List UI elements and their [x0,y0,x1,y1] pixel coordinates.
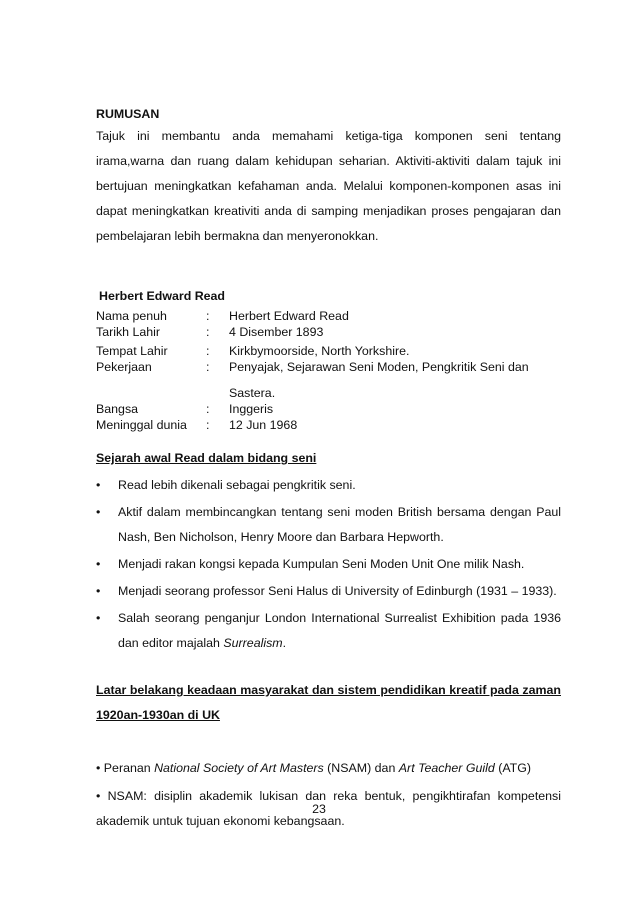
list-item-text [118,611,561,650]
bio-row [96,324,561,340]
bio-value: 12 Jun 1968 [229,418,298,432]
bullet-icon: • [96,557,101,571]
atg-name: Art Teacher Guild [398,761,495,775]
heading-rumusan: RUMUSAN [96,107,160,121]
list-item [96,756,561,781]
bio-value-line2: Sastera. [229,386,276,400]
bio-value: 4 Disember 1893 [229,325,324,339]
bio-colon: : [206,325,210,339]
list-item-text: NSAM: disiplin akademik lukisan dan reka bentuk, pengikhtirafan kompetensi akademik untuk tujuan ekonomi kebangsaan. [96,789,561,828]
bullet-list-latar [96,756,561,834]
bullet-icon: • [96,761,101,775]
bio-label: Meninggal dunia [96,418,187,432]
bio-row [96,343,561,359]
document-page [96,107,561,837]
bio-row [96,417,561,433]
summary-paragraph: Tajuk ini membantu anda memahami ketiga-tiga komponen seni tentang irama,warna dan ruang dalam kehidupan seharian. Aktiviti-aktiviti dalam tajuk ini bertujuan meningkatkan kefahaman anda. Melalui komponen-komponen asas ini dapat meningkatkan kreativiti anda di samping menjadikan proses pengajaran dan pembelajaran lebih bermakna dan menyeronokkan. [96,129,561,243]
magazine-title: Surrealism [223,636,283,650]
list-item-text-pre: Salah seorang penganjur London International Surrealist Exhibition pada 1936 dan editor majalah [118,611,561,650]
list-item [96,552,561,577]
bio-colon: : [206,360,210,374]
bio-row [96,308,561,324]
bullet-icon: • [96,478,101,492]
list-item-text: Menjadi seorang professor Seni Halus di University of Edinburgh (1931 – 1933). [118,584,557,598]
bio-colon: : [206,402,210,416]
bio-row [96,359,561,401]
bio-row [96,401,561,417]
bio-label: Tarikh Lahir [96,325,161,339]
bullet-icon: • [96,789,101,803]
bio-label: Tempat Lahir [96,344,168,358]
bio-label: Bangsa [96,402,139,416]
list-item [96,606,561,656]
bullet-list-sejarah [96,473,561,656]
nsam-name: National Society of Art Masters [154,761,324,775]
list-item-text-mid: (NSAM) dan [323,761,399,775]
list-item [96,473,561,498]
list-item [96,500,561,550]
bio-label: Pekerjaan [96,360,152,374]
bullet-icon: • [96,584,101,598]
bio-value [229,359,561,401]
bullet-icon: • [96,611,101,625]
bio-title: Herbert Edward Read [99,289,226,303]
bio-colon: : [206,418,210,432]
bio-value: Inggeris [229,402,274,416]
section-title-latar: Latar belakang keadaan masyarakat dan sistem pendidikan kreatif pada zaman 1920an-1930an di UK [96,683,561,722]
bio-colon: : [206,309,210,323]
section-title-sejarah: Sejarah awal Read dalam bidang seni [96,451,317,465]
bio-label: Nama penuh [96,309,167,323]
list-item-text: Menjadi rakan kongsi kepada Kumpulan Seni Moden Unit One milik Nash. [118,557,525,571]
list-item-text-post: . [282,636,287,650]
bio-value-line1: Penyajak, Sejarawan Seni Moden, Pengkritik Seni dan [229,360,529,374]
list-item-text-post: (ATG) [494,761,532,775]
list-item-text: Aktif dalam membincangkan tentang seni moden British bersama dengan Paul Nash, Ben Nicholson, Henry Moore dan Barbara Hepworth. [118,505,561,544]
bio-colon: : [206,344,210,358]
list-item-text: Read lebih dikenali sebagai pengkritik seni. [118,478,356,492]
bullet-icon: • [96,505,101,519]
page-number: 23 [312,802,326,816]
bio-value: Kirkbymoorside, North Yorkshire. [229,344,410,358]
bio-value: Herbert Edward Read [229,309,349,323]
list-item-text-pre: Peranan [103,761,155,775]
list-item [96,579,561,604]
